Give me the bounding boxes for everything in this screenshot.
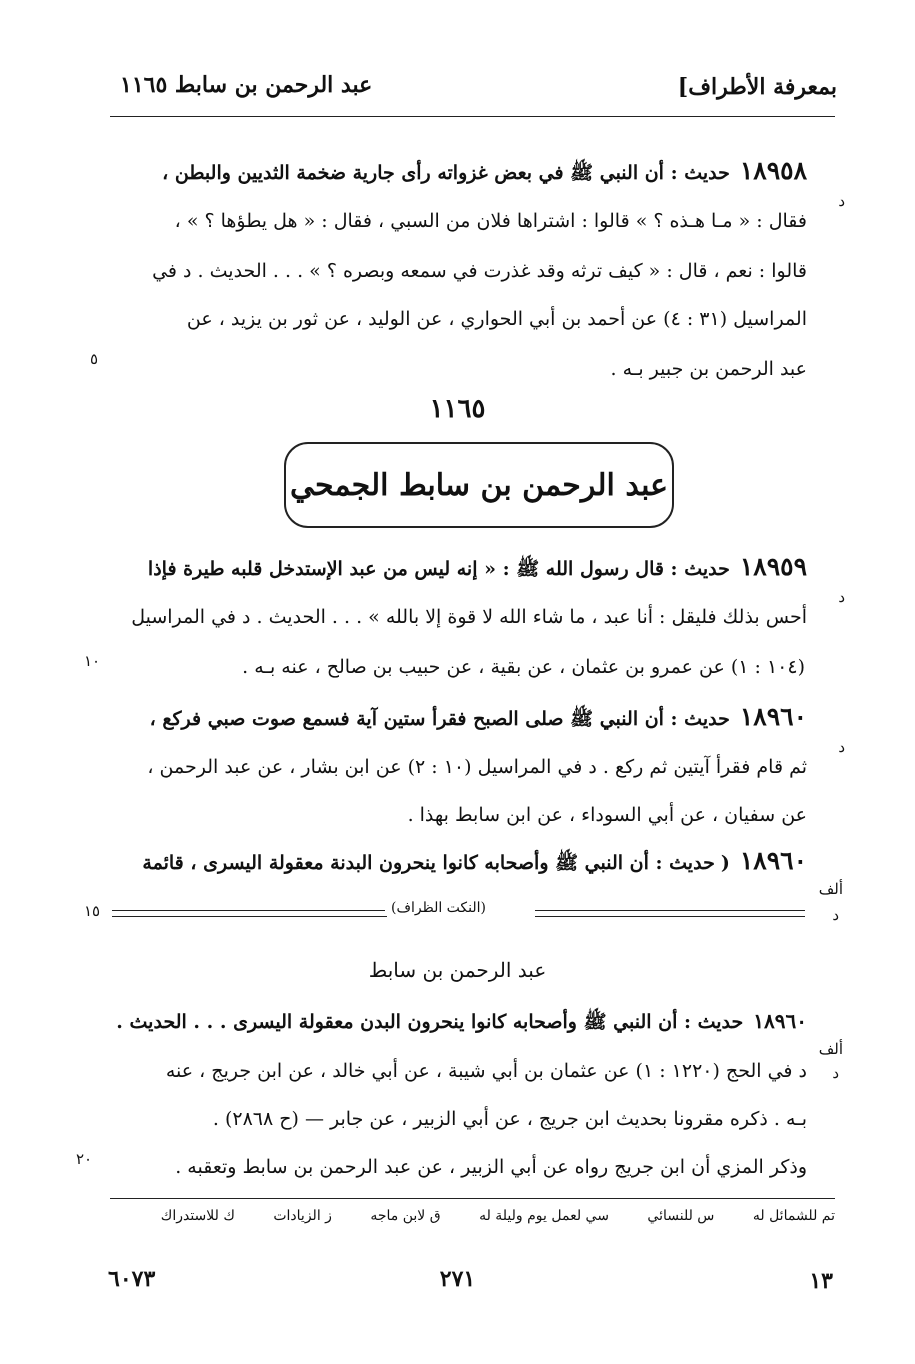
- entry-18960-line-2: ثم قام فقرأ آيتين ثم ركع . د في المراسيل (١٠ : ٢) عن ابن بشار ، عن عبد الرحمن ،: [147, 756, 807, 778]
- running-header-left: عبد الرحمن بن سابط ١١٦٥: [120, 72, 373, 98]
- entry-18958-line-1: [110, 156, 807, 188]
- cumulative-number: ٦٠٧٣: [108, 1266, 156, 1292]
- divider-ornament: (النكت الظراف): [385, 900, 492, 916]
- line-number-5: ٥: [90, 350, 99, 368]
- entry-18960-alef-siglum-bottom: د: [832, 906, 839, 924]
- section-title-box: [284, 442, 674, 528]
- legend-item: ز الزيادات: [273, 1208, 332, 1224]
- section-number: ١١٦٥: [429, 394, 486, 424]
- entry-18959-line-3: (١٠٤ : ١) عن عمرو بن عثمان ، عن بقية ، عن حبيب بن صالح ، عنه بـه .: [242, 656, 805, 678]
- line-number-10: ١٠: [84, 652, 101, 670]
- entry-18960b-siglum-bottom: د: [832, 1064, 839, 1082]
- volume-number: ١٣: [809, 1268, 833, 1294]
- entry-18960b-line-2: د في الحج (١٢٢٠ : ١) عن عثمان بن أبي شيبة ، عن أبي خالد ، عن ابن جريج ، عنه: [165, 1060, 807, 1082]
- entry-text: حديث : أن النبي ﷺ صلى الصبح فقرأ ستين آية فسمع صوت صبي فركع ،: [149, 708, 730, 730]
- entry-18958-line-4: المراسيل (٣١ : ٤) عن أحمد بن أبي الحواري ، عن الوليد ، عن ثور بن يزيد ، عن: [186, 308, 807, 330]
- entry-number: ١٨٩٦٠: [739, 846, 807, 875]
- entry-18960b-siglum-top: ألف: [818, 1040, 843, 1058]
- divider-ornament-text: النكت الظراف: [396, 900, 481, 916]
- divider-rule-left: [112, 910, 387, 917]
- entry-18960b-line-4: وذكر المزي أن ابن جريج رواه عن أبي الزبير ، عن عبد الرحمن بن سابط وتعقبه .: [175, 1156, 807, 1178]
- sigla-legend: [127, 1208, 835, 1224]
- line-number-15: ١٥: [84, 902, 101, 920]
- entry-18958-siglum: د: [838, 192, 845, 210]
- entry-text: حديث : أن النبي ﷺ وأصحابه كانوا ينحرون البدنة معقولة اليسرى ، قائمة: [142, 852, 715, 874]
- legend-item: ك للاستدراك: [160, 1208, 235, 1224]
- entry-number: ١٨٩٦٠: [739, 702, 807, 731]
- legend-item: سي لعمل يوم وليلة له: [479, 1208, 609, 1224]
- entry-18960b-line-3: بـه . ذكره مقرونا بحديث ابن جريج ، عن أبي الزبير ، عن جابر — (ح ٢٨٦٨) .: [212, 1108, 807, 1130]
- header-rule: [110, 116, 835, 117]
- entry-18958-line-5: عبد الرحمن بن جبير بـه .: [610, 358, 807, 380]
- entry-18960b-line-1: [110, 1006, 807, 1037]
- line-number-20: ٢٠: [76, 1150, 93, 1168]
- entry-number: ١٨٩٥٨: [739, 156, 807, 185]
- entry-18958-line-3: قالوا : نعم ، قال : « كيف ترثه وقد غذرت في سمعه وبصره ؟ » . . . الحديث . د في: [152, 260, 807, 282]
- entry-paren: (: [720, 852, 730, 874]
- entry-18960-line-1: [110, 702, 807, 734]
- entry-number: ١٨٩٦٠: [753, 1009, 807, 1033]
- running-header-right: بمعرفة الأطراف]: [677, 74, 837, 100]
- entry-text: حديث : أن النبي ﷺ في بعض غزواته رأى جارية ضخمة الثديين والبطن ،: [162, 162, 730, 184]
- divider-rule-right: [535, 910, 805, 917]
- sub-section-title: عبد الرحمن بن سابط: [368, 958, 547, 982]
- entry-18959-line-2: أحس بذلك فليقل : أنا عبد ، ما شاء الله لا قوة إلا بالله » . . . الحديث . د في المراسيل: [131, 606, 807, 628]
- entry-18960-line-3: عن سفيان ، عن أبي السوداء ، عن ابن سابط بهذا .: [407, 804, 807, 826]
- footnote-rule: [110, 1198, 835, 1199]
- entry-18960-alef-siglum-top: ألف: [818, 880, 843, 898]
- entry-number: ١٨٩٥٩: [739, 552, 807, 581]
- entry-text: حديث : أن النبي ﷺ وأصحابه كانوا ينحرون البدن معقولة اليسرى . . . الحديث .: [116, 1011, 744, 1033]
- legend-item: تم للشمائل له: [752, 1208, 835, 1224]
- entry-18959-line-1: [110, 552, 807, 584]
- entry-18960-alef-line: [110, 846, 807, 878]
- entry-text: حديث : قال رسول الله ﷺ : « إنه ليس من عبد الإستدخل قلبه طيرة فإذا: [147, 558, 730, 580]
- entry-18958-line-2: فقال : « مـا هـذه ؟ » قالوا : اشتراها فلان من السبي ، فقال : « هل يطؤها ؟ » ،: [174, 210, 807, 232]
- legend-item: س للنسائي: [647, 1208, 715, 1224]
- entry-18960-siglum: د: [838, 738, 845, 756]
- section-title: عبد الرحمن بن سابط الجمحي: [289, 467, 669, 503]
- entry-18959-siglum: د: [838, 588, 845, 606]
- legend-item: ق لابن ماجه: [370, 1208, 441, 1224]
- page-number: ٢٧١: [439, 1266, 476, 1292]
